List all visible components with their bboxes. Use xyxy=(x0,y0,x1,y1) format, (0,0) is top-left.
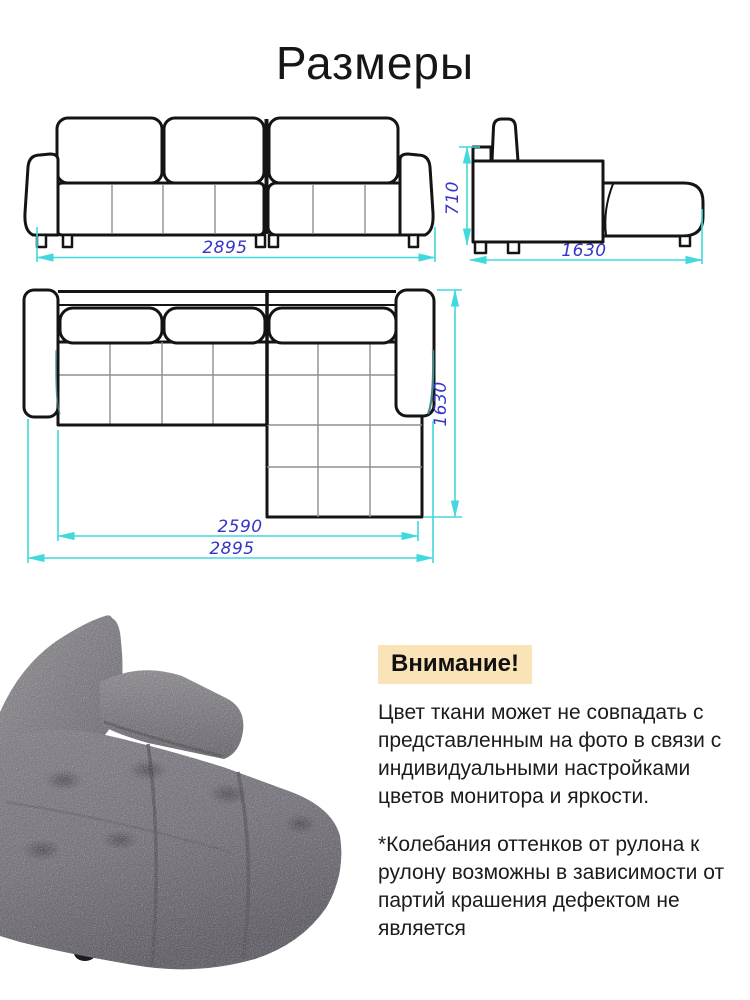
front-view-drawing xyxy=(25,118,435,262)
side-height-dimension: 710 xyxy=(443,181,463,215)
top-seat-width-dimension: 2590 xyxy=(217,517,263,537)
top-depth-dimension: 1630 xyxy=(431,381,451,427)
front-width-dimension: 2895 xyxy=(202,238,248,258)
side-view-drawing xyxy=(443,119,703,264)
top-view-drawing xyxy=(24,290,462,563)
attention-paragraph-rolls: *Колебания оттенков от рулона к рулону возможны в зависимости от партий крашения дефектом не является xyxy=(378,832,725,940)
sofa-photo xyxy=(0,612,368,1000)
attention-block xyxy=(378,645,734,943)
side-depth-dimension: 1630 xyxy=(561,241,607,261)
attention-paragraph-monitor: Цвет ткани может не совпадать с представленным на фото в связи с индивидуальными настройками цветов монитора и яркости. xyxy=(378,701,722,809)
sofa-photo-illustration xyxy=(0,612,368,1000)
attention-badge: Внимание! xyxy=(378,645,532,684)
top-width-dimension: 2895 xyxy=(209,539,255,559)
dimension-drawings xyxy=(0,105,750,575)
page-title: Размеры xyxy=(275,37,475,89)
